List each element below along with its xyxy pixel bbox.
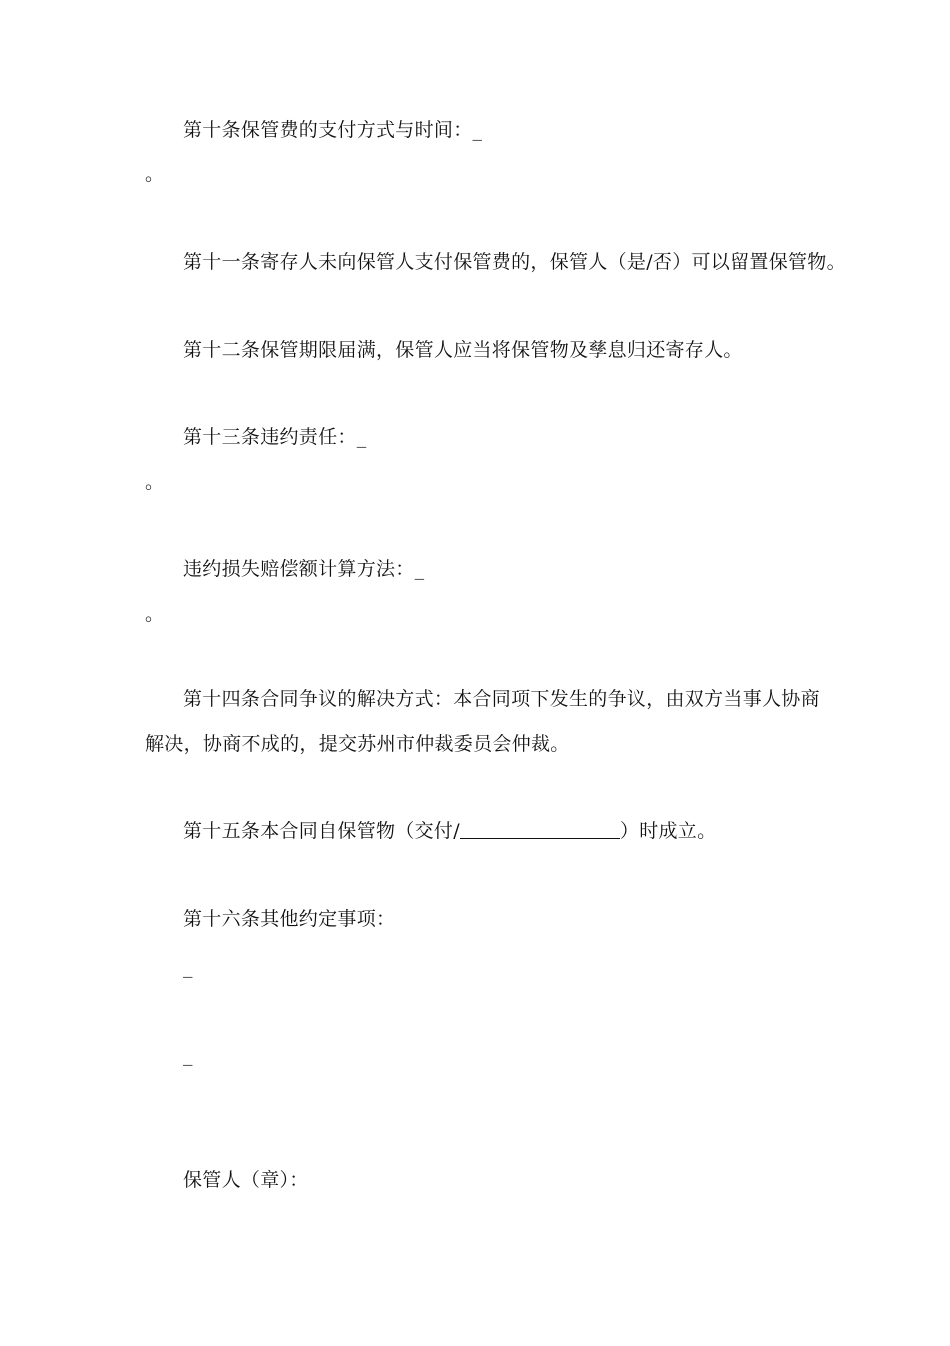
custodian-signature-label: 保管人（章）： (183, 1169, 309, 1191)
clause-13-text: 第十三条违约责任：_ (183, 426, 367, 448)
clause-14-line-1: 第十四条合同争议的解决方式：本合同项下发生的争议，由双方当事人协商 (183, 688, 820, 710)
clause-15-prefix: 第十五条本合同自保管物（交付/ (183, 820, 460, 842)
damages-continuation: 。 (145, 603, 165, 625)
clause-10-text: 第十条保管费的支付方式与时间：_ (183, 119, 483, 141)
clause-16-blank-2: _ (183, 1044, 193, 1066)
clause-11-text: 第十一条寄存人未向保管人支付保管费的，保管人（是/否）可以留置保管物。 (183, 251, 846, 273)
clause-14-line-2: 解决，协商不成的，提交苏州市仲裁委员会仲裁。 (145, 733, 570, 755)
clause-16-text: 第十六条其他约定事项： (183, 908, 396, 930)
clause-15-suffix: ）时成立。 (619, 820, 717, 842)
clause-12-text: 第十二条保管期限届满，保管人应当将保管物及孳息归还寄存人。 (183, 339, 743, 361)
clause-15-blank (460, 820, 620, 839)
clause-15 (183, 819, 716, 843)
damages-text: 违约损失赔偿额计算方法：_ (183, 558, 425, 580)
clause-16-blank-1: _ (183, 956, 193, 978)
clause-10-continuation: 。 (145, 163, 165, 185)
clause-13-continuation: 。 (145, 471, 165, 493)
